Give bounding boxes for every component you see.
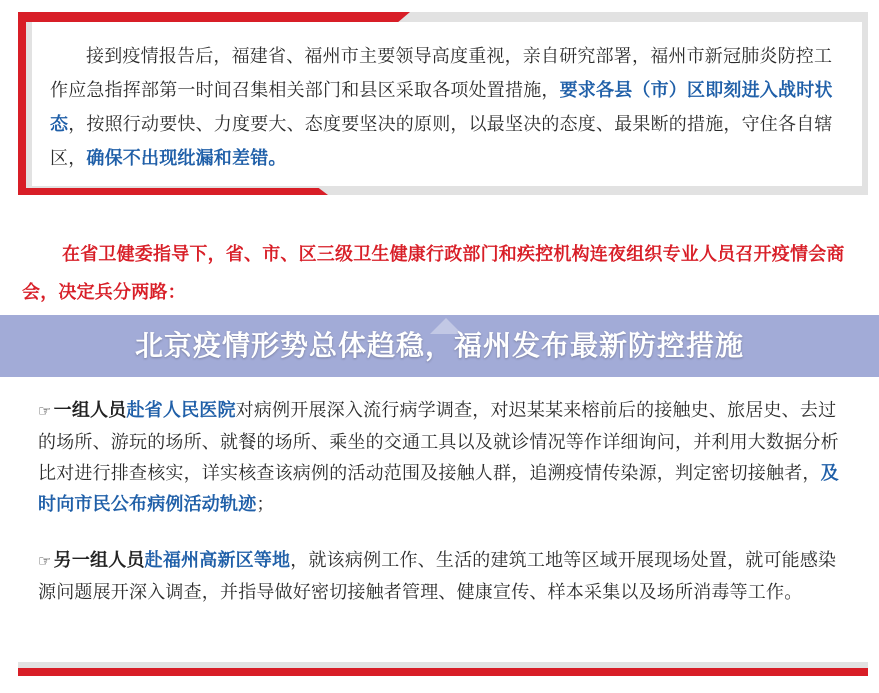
frame-red-left-border (18, 12, 26, 195)
report-text-b: ，按照行动要快、力度要大、态度要坚决的原则，以最坚决的态度、最果断的措施，守住各自辖区， (50, 114, 833, 169)
team-one-lead: 一组人员 (53, 400, 127, 421)
frame-red-bottom-border (18, 188, 328, 195)
consultation-paragraph: 在省卫健委指导下，省、市、区三级卫生健康行政部门和疾控机构连夜组织专业人员召开疫情会商会，决定兵分两路： (22, 244, 845, 303)
team-two-lead: 另一组人员 (53, 550, 145, 571)
team-one-text-a: 对病例开展深入流行病学调查，对迟某某来榕前后的接触史、旅居史、去过的场所、游玩的场所、就餐的场所、乘坐的交通工具以及就诊情况等作详细询问，并利用大数据分析比对进行排查核实，详实核查该病例的活动范围及接触人群，追溯疫情传染源，判定密切接触者， (38, 400, 839, 484)
pointing-hand-icon: ☞ (38, 552, 52, 570)
pointing-hand-icon: ☞ (38, 402, 52, 420)
bottom-red-border (18, 668, 868, 676)
team-one-highlight-trajectory: 及时向市民公布病例活动轨迹 (38, 463, 839, 515)
frame-red-top-border (18, 12, 410, 22)
team-two-text-a: ，就该病例工作、生活的建筑工地等区域开展现场处置，就可能感染源问题展开深入调查，并指导做好密切接触者管理、健康宣传、样本采集以及场所消毒等工作。 (38, 550, 837, 603)
report-highlight-no-mistakes: 确保不出现纰漏和差错。 (86, 148, 287, 169)
report-text-a: 接到疫情报告后，福建省、福州市主要领导高度重视，亲自研究部署，福州市新冠肺炎防控工作应急指挥部第一时间召集相关部门和县区采取各项处置措施， (50, 46, 833, 101)
report-highlight-wartime: 要求各县（市）区即刻进入战时状态 (50, 80, 833, 135)
team-one-destination: 赴省人民医院 (126, 400, 236, 421)
team-one-text-b: ； (256, 494, 275, 515)
team-one-paragraph (38, 395, 850, 520)
report-paragraph (50, 40, 845, 176)
team-two-destination: 赴福州高新区等地 (144, 550, 291, 571)
team-two-paragraph (38, 545, 850, 608)
headline-title: 北京疫情形势总体趋稳，福州发布最新防控措施 (134, 329, 744, 362)
